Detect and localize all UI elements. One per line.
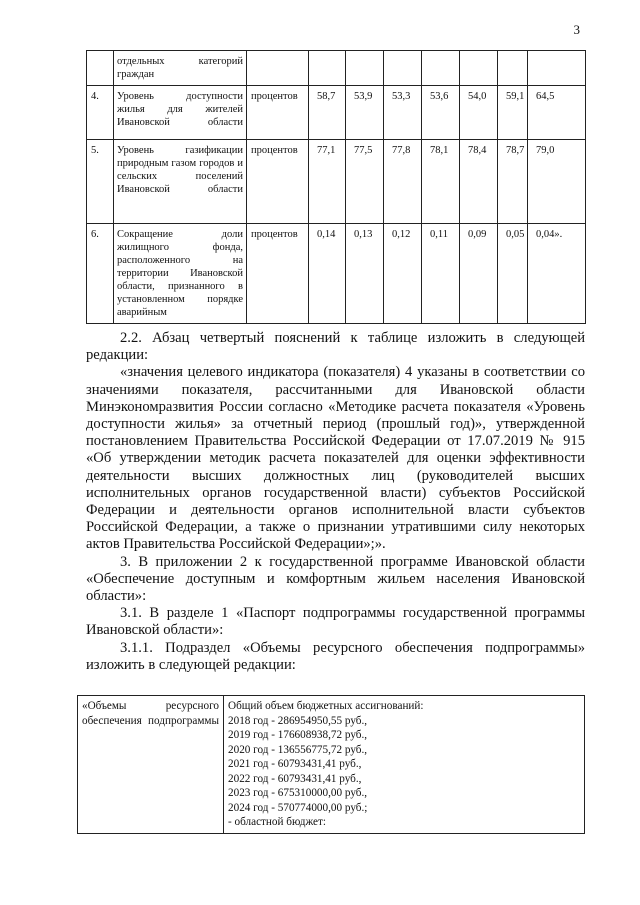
value-cell: 78,1 — [422, 140, 460, 224]
indicator-name: Уровень газификации природным газом городов и сельских поселений Ивановской области — [114, 140, 247, 224]
year-amount: 2021 год - 60793431,41 руб., — [228, 758, 362, 770]
paragraph: 3.1. В разделе 1 «Паспорт подпрограммы государственной программы Ивановской области»: — [86, 605, 585, 639]
resources-label-cell — [78, 696, 224, 834]
paragraph: 3. В приложении 2 к государственной программе Ивановской области «Обеспечение доступным и комфортным жильем населения Ивановской области»: — [86, 553, 585, 605]
total-heading: Общий объем бюджетных ассигнований: — [228, 700, 424, 712]
value-cell: 0,04». — [528, 224, 586, 324]
value-cell — [309, 51, 346, 86]
value-cell: 77,1 — [309, 140, 346, 224]
paragraph: 3.1.1. Подраздел «Объемы ресурсного обеспечения подпрограммы» изложить в следующей редакции: — [86, 639, 585, 673]
value-cell: 64,5 — [528, 86, 586, 140]
indicator-name: Сокращение доли жилищного фонда, расположенного на территории Ивановской области, признанного в установленном порядке аварийным — [114, 224, 247, 324]
value-cell: 78,7 — [498, 140, 528, 224]
unit-cell: процентов — [247, 140, 309, 224]
year-amount: 2019 год - 176608938,72 руб., — [228, 729, 368, 741]
table-row — [87, 140, 586, 224]
value-cell: 0,14 — [309, 224, 346, 324]
unit-cell: процентов — [247, 224, 309, 324]
value-cell: 0,11 — [422, 224, 460, 324]
value-cell: 53,6 — [422, 86, 460, 140]
value-cell: 0,12 — [384, 224, 422, 324]
year-amount: 2024 год - 570774000,00 руб.; — [228, 801, 368, 814]
resources-values-cell — [224, 696, 585, 834]
value-cell — [460, 51, 498, 86]
value-cell: 79,0 — [528, 140, 586, 224]
year-amount: 2020 год - 136556775,72 руб., — [228, 743, 368, 756]
row-number — [87, 51, 114, 86]
table-row — [87, 51, 586, 86]
value-cell: 59,1 — [498, 86, 528, 140]
value-cell: 0,09 — [460, 224, 498, 324]
value-cell: 0,13 — [346, 224, 384, 324]
indicators-table — [86, 50, 586, 324]
indicator-name: Уровень доступности жилья для жителей Ивановской области — [114, 86, 247, 140]
value-cell: 77,5 — [346, 140, 384, 224]
value-cell: 53,9 — [346, 86, 384, 140]
row-number: 5. — [87, 140, 114, 224]
value-cell — [422, 51, 460, 86]
table-row — [87, 86, 586, 140]
year-amount: 2018 год - 286954950,55 руб., — [228, 714, 368, 727]
value-cell — [346, 51, 384, 86]
value-cell: 78,4 — [460, 140, 498, 224]
row-number: 6. — [87, 224, 114, 324]
value-cell: 53,3 — [384, 86, 422, 140]
value-cell — [498, 51, 528, 86]
value-cell: 77,8 — [384, 140, 422, 224]
years-list — [228, 714, 580, 816]
year-amount: 2022 год - 60793431,41 руб., — [228, 772, 362, 785]
regional-heading: - областной бюджет: — [228, 816, 327, 828]
paragraph: 2.2. Абзац четвертый пояснений к таблице изложить в следующей редакции: — [86, 330, 585, 364]
value-cell: 54,0 — [460, 86, 498, 140]
resources-table — [77, 695, 585, 834]
table-row — [87, 224, 586, 324]
document-body — [86, 330, 585, 674]
value-cell: 0,05 — [498, 224, 528, 324]
indicator-name: отдельных категорий граждан — [114, 51, 247, 86]
row-number: 4. — [87, 86, 114, 140]
paragraph: «значения целевого индикатора (показателя) 4 указаны в соответствии со значениями показателя, рассчитанными для Ивановской области Минэкономразвития России согласно «Методике расчета показателя «Уровень доступности жилья» за отчетный период (прошлый год)», утвержденной постановлением Правительства Российской Федерации от 17.07.2019 № 915 «Об утверждении методик расчета показателей для оценки эффективности деятельности высших должностных лиц (руководителей высших исполнительных органов государственной власти) субъектов Российской Федерации и деятельности органов исполнительной власти субъектов Российской Федерации, а также о признании утратившими силу некоторых актов Правительства Российской Федерации»;». — [86, 364, 585, 553]
value-cell — [528, 51, 586, 86]
resources-label: «Объемы ресурсного обеспечения подпрограммы — [82, 700, 219, 727]
page-number: 3 — [573, 22, 580, 37]
unit-cell — [247, 51, 309, 86]
year-amount: 2023 год - 675310000,00 руб., — [228, 787, 368, 799]
value-cell — [384, 51, 422, 86]
value-cell: 58,7 — [309, 86, 346, 140]
unit-cell: процентов — [247, 86, 309, 140]
